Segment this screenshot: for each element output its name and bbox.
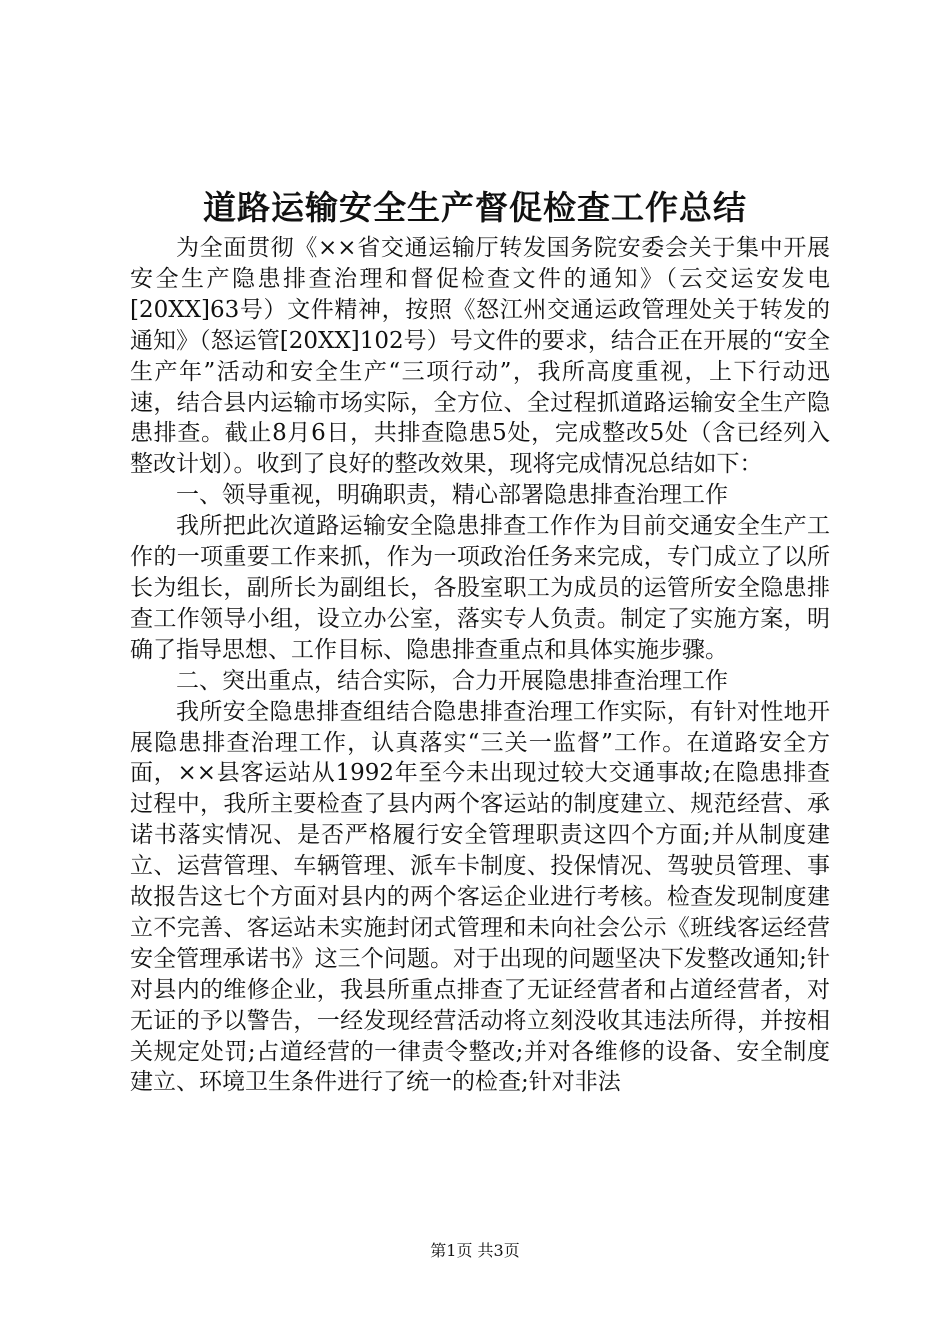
document-title: 道路运输安全生产督促检查工作总结 xyxy=(203,188,747,227)
document-body xyxy=(130,233,830,1098)
section-2-paragraph: 我所安全隐患排查组结合隐患排查治理工作实际，有针对性地开展隐患排查治理工作，认真落实“三关一监督”工作。在道路安全方面，××县客运站从1992年至今未出现过较大交通事故;在隐患排查过程中，我所主要检查了县内两个客运站的制度建立、规范经营、承诺书落实情况、是否严格履行安全管理职责这四个方面;并从制度建立、运营管理、车辆管理、派车卡制度、投保情况、驾驶员管理、事故报告这七个方面对县内的两个客运企业进行考核。检查发现制度建立不完善、客运站未实施封闭式管理和未向社会公示《班线客运经营安全管理承诺书》这三个问题。对于出现的问题坚决下发整改通知;针对县内的维修企业，我县所重点排查了无证经营者和占道经营者，对无证的予以警告，一经发现经营活动将立刻没收其违法所得，并按相关规定处罚;占道经营的一律责令整改;并对各维修的设备、安全制度建立、环境卫生条件进行了统一的检查;针对非法 xyxy=(130,698,830,1096)
intro-paragraph: 为全面贯彻《××省交通运输厅转发国务院安委会关于集中开展安全生产隐患排查治理和督促检查文件的通知》（云交运安发电[20XX]63号）文件精神，按照《怒江州交通运政管理处关于转发的通知》（怒运管[20XX]102号）号文件的要求，结合正在开展的“安全生产年”活动和安全生产“三项行动”，我所高度重视，上下行动迅速，结合县内运输市场实际，全方位、全过程抓道路运输安全生产隐患排查。截止8月6日，共排查隐患5处，完成整改5处（含已经列入整改计划）。收到了良好的整改效果，现将完成情况总结如下： xyxy=(130,235,830,478)
section-heading-2: 二、突出重点，结合实际，合力开展隐患排查治理工作 xyxy=(176,667,728,694)
section-heading-1: 一、领导重视，明确职责，精心部署隐患排查治理工作 xyxy=(176,482,728,509)
page-number-footer: 第1页 共3页 xyxy=(430,1241,520,1260)
section-1-paragraph: 我所把此次道路运输安全隐患排查工作作为目前交通安全生产工作的一项重要工作来抓，作为一项政治任务来完成，专门成立了以所长为组长，副所长为副组长，各股室职工为成员的运管所安全隐患排查工作领导小组，设立办公室，落实专人负责。制定了实施方案，明确了指导思想、工作目标、隐患排查重点和具体实施步骤。 xyxy=(130,513,830,663)
